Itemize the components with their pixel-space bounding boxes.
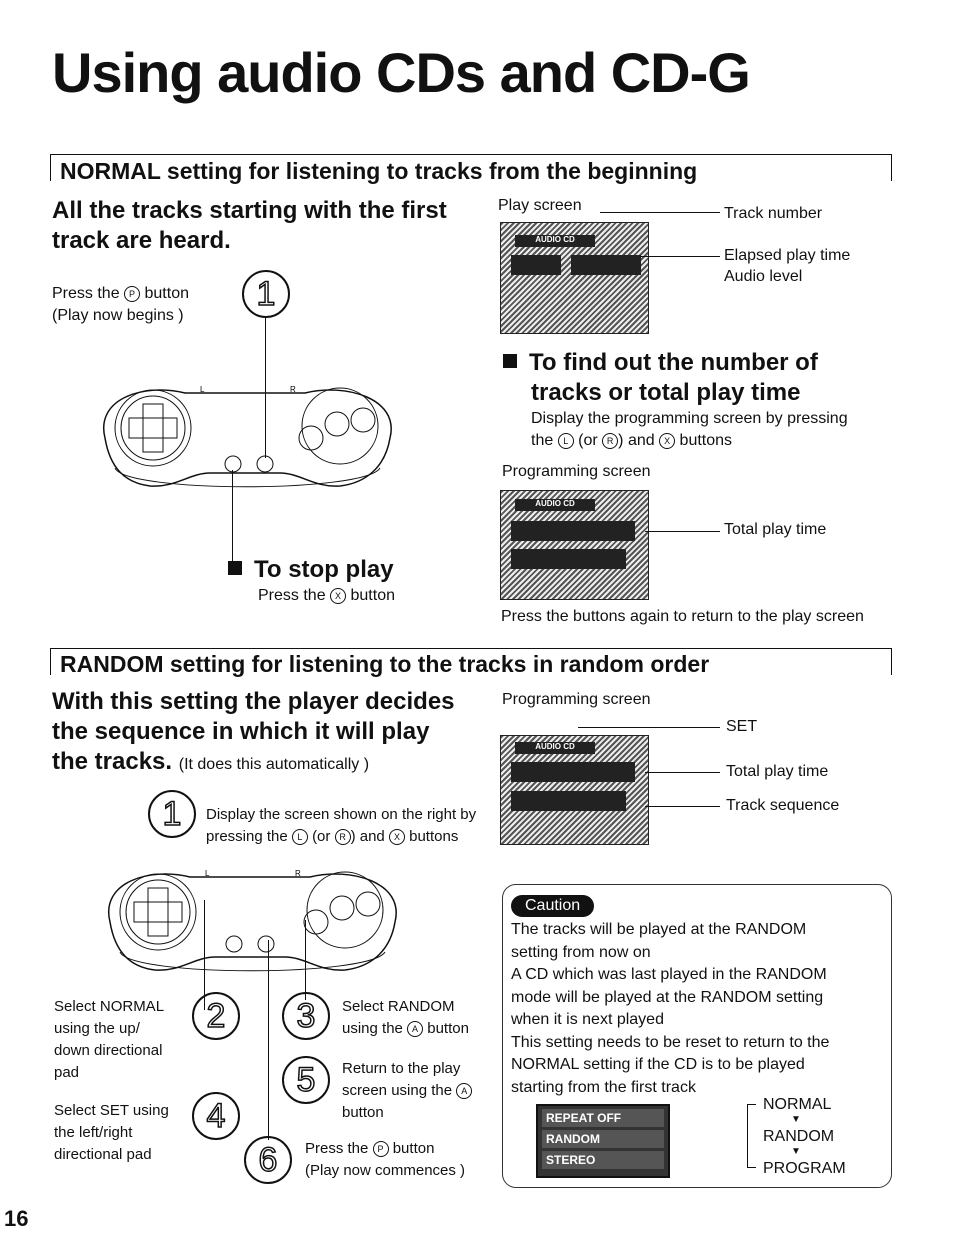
p-button-icon: P — [124, 286, 140, 302]
svg-text:L: L — [200, 385, 205, 394]
svg-text:R: R — [290, 385, 296, 394]
random-label-sequence: Track sequence — [726, 797, 840, 814]
leader-line — [645, 531, 720, 532]
cycle-bracket — [747, 1104, 756, 1168]
a-button-icon: A — [456, 1083, 472, 1099]
step-number-1: 1 — [148, 790, 196, 838]
bullet-square-icon — [228, 561, 242, 575]
step3-text: Select RANDOM using the A button — [342, 998, 469, 1037]
step6-text: Press the P button (Play now commences ) — [305, 1140, 466, 1179]
stop-play-text: Press the X button — [258, 587, 395, 604]
leader-line — [645, 806, 720, 807]
return-text: Press the buttons again to return to the play screen — [501, 608, 864, 625]
find-text: Display the programming screen by pressing the L (or R ) and X buttons — [531, 410, 848, 449]
step5-text: Return to the play screen using the A button — [342, 1058, 472, 1124]
find-heading: To find out the number of tracks or total play time — [503, 348, 818, 408]
step4-text: Select SET using the left/right directional pad — [54, 1102, 169, 1163]
step2-text: Select NORMAL using the up/ down directional pad — [54, 998, 165, 1081]
callout-line — [268, 940, 269, 1140]
play-label-audio-level: Audio level — [724, 268, 803, 285]
random-prog-screen-label: Programming screen — [502, 691, 651, 708]
cycle-list: NORMAL ▼ RANDOM ▼ PROGRAM — [763, 1096, 846, 1177]
svg-text:R: R — [295, 869, 301, 878]
step-number-2: 2 — [192, 992, 240, 1040]
random-label-total-time: Total play time — [726, 763, 829, 780]
leader-line — [600, 212, 720, 213]
play-screen-image: AUDIO CD — [500, 222, 649, 334]
menu-item: REPEAT OFF — [542, 1109, 664, 1127]
callout-line — [232, 470, 233, 565]
menu-item: STEREO — [542, 1151, 664, 1169]
random-section-heading: RANDOM setting for listening to the tracks in random order — [60, 651, 710, 677]
callout-line — [305, 920, 306, 1000]
play-screen-label: Play screen — [498, 197, 582, 214]
controller-illustration — [85, 378, 405, 503]
x-button-icon: X — [659, 433, 675, 449]
play-label-track-number: Track number — [724, 205, 823, 222]
caution-badge: Caution — [511, 895, 594, 917]
page-number: 16 — [4, 1206, 29, 1231]
random-label-set: SET — [726, 718, 758, 735]
r-button-icon: R — [602, 433, 618, 449]
menu-item: RANDOM — [542, 1130, 664, 1148]
x-button-icon: X — [330, 588, 346, 604]
leader-line — [645, 772, 720, 773]
step-number-6: 6 — [244, 1136, 292, 1184]
step-number-4: 4 — [192, 1092, 240, 1140]
leader-line — [578, 727, 720, 728]
svg-text:L: L — [205, 869, 210, 878]
step-number-3: 3 — [282, 992, 330, 1040]
settings-menu-image — [536, 1104, 670, 1178]
normal-lead: All the tracks starting with the first track are heard. — [52, 197, 447, 254]
caution-text: The tracks will be played at the RANDOM setting from now on A CD which was last played in the RANDOM mode will be played at the RANDOM setting when it is next played This setting needs to be reset to return to the NORMAL setting if the CD is to be played starting from the first track — [511, 921, 830, 1096]
stop-play-heading: To stop play — [228, 555, 394, 585]
random-programming-screen-image: AUDIO CD — [500, 735, 649, 845]
step-number-5: 5 — [282, 1056, 330, 1104]
arrow-down-icon: ▼ — [791, 1114, 801, 1125]
prog-label-total-time: Total play time — [724, 521, 827, 538]
l-button-icon: L — [292, 829, 308, 845]
normal-step1-text: Press the P button (Play now begins ) — [52, 285, 189, 324]
normal-section-heading: NORMAL setting for listening to tracks from the beginning — [60, 158, 698, 184]
l-button-icon: L — [558, 433, 574, 449]
prog-screen-label: Programming screen — [502, 463, 651, 480]
r-button-icon: R — [335, 829, 351, 845]
x-button-icon: X — [389, 829, 405, 845]
step1-text: Display the screen shown on the right by pressing the L (or R ) and X buttons — [206, 806, 477, 845]
bullet-square-icon — [503, 354, 517, 368]
step-number-1: 1 — [242, 270, 290, 318]
page-title: Using audio CDs and CD-G — [52, 41, 750, 104]
leader-line — [640, 256, 720, 257]
arrow-down-icon: ▼ — [791, 1146, 801, 1157]
programming-screen-image: AUDIO CD — [500, 490, 649, 600]
random-lead: With this setting the player decides the sequence in which it will play the tracks. (It does this automatically ) — [52, 688, 455, 775]
a-button-icon: A — [407, 1021, 423, 1037]
p-button-icon: P — [373, 1141, 389, 1157]
controller-illustration — [90, 862, 410, 987]
play-label-elapsed: Elapsed play time — [724, 247, 851, 264]
